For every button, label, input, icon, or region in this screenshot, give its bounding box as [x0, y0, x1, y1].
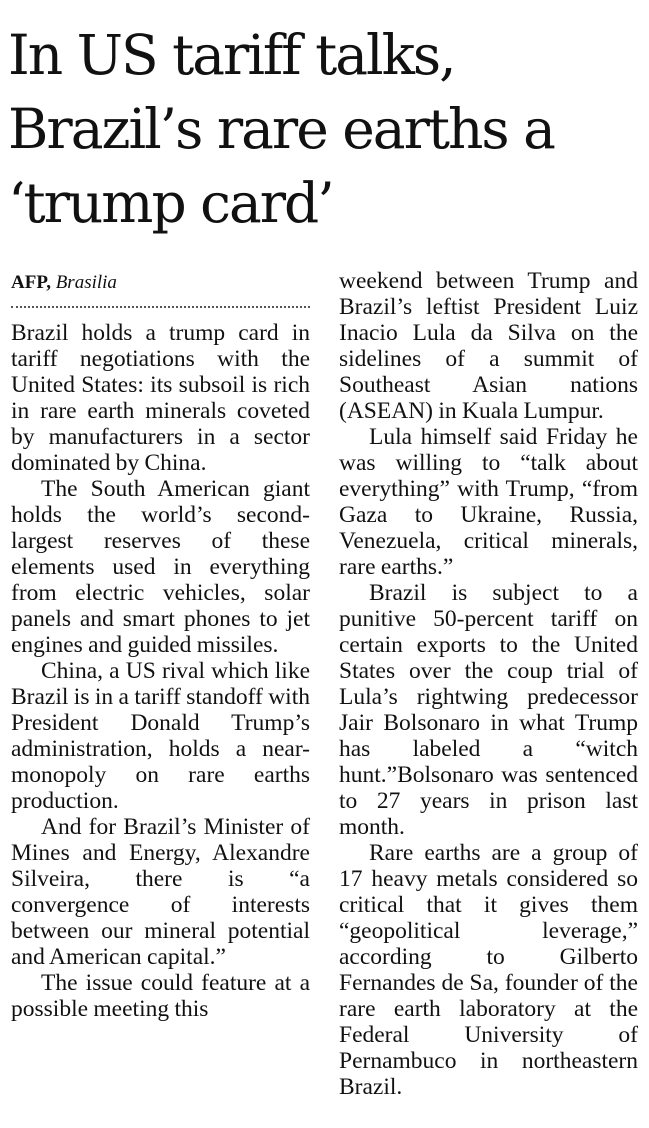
byline-place: Brasilia: [55, 272, 117, 293]
article-column-right: [339, 268, 638, 1100]
headline-line-2: Brazil’s rare earths a: [8, 97, 554, 161]
paragraph: Rare earths are a group of 17 heavy metals considered so critical that it gives them “geopolitical leverage,” according to Gilberto Fernandes de Sa, founder of the rare earth laboratory at the Federal University of Pernambuco in northeastern Brazil.: [339, 840, 638, 1100]
byline: [11, 270, 311, 296]
paragraph: Lula himself said Friday he was willing to “talk about everything” with Trump, “from Gaza to Ukraine, Russia, Venezuela, critical minerals, rare earths.”: [339, 424, 638, 580]
headline: [8, 18, 644, 240]
paragraph: The issue could feature at a possible meeting this: [11, 970, 310, 1022]
headline-line-1: In US tariff talks,: [8, 23, 455, 87]
paragraph: Brazil holds a trump card in tariff negotiations with the United States: its subsoil is rich in rare earth minerals coveted by manufacturers in a sector dominated by China.: [11, 320, 310, 476]
headline-line-3: ‘trump card’: [8, 171, 333, 235]
byline-divider: [11, 306, 310, 308]
paragraph-continued: weekend between Trump and Brazil’s leftist President Luiz Inacio Lula da Silva on the sidelines of a summit of Southeast Asian nations (ASEAN) in Kuala Lumpur.: [339, 268, 638, 424]
paragraph: The South American giant holds the world’s second-largest reserves of these elements used in everything from electric vehicles, solar panels and smart phones to jet engines and guided missiles.: [11, 476, 310, 658]
article-column-left: [11, 320, 310, 1022]
paragraph: And for Brazil’s Minister of Mines and Energy, Alexandre Silveira, there is “a convergence of interests between our mineral potential and American capital.”: [11, 814, 310, 970]
byline-agency: AFP,: [11, 272, 51, 293]
paragraph: Brazil is subject to a punitive 50-percent tariff on certain exports to the United States over the coup trial of Lula’s rightwing predecessor Jair Bolsonaro in what Trump has labeled a “witch hunt.”Bolsonaro was sentenced to 27 years in prison last month.: [339, 580, 638, 840]
paragraph: China, a US rival which like Brazil is in a tariff standoff with President Donald Trump’s administration, holds a near-monopoly on rare earths production.: [11, 658, 310, 814]
